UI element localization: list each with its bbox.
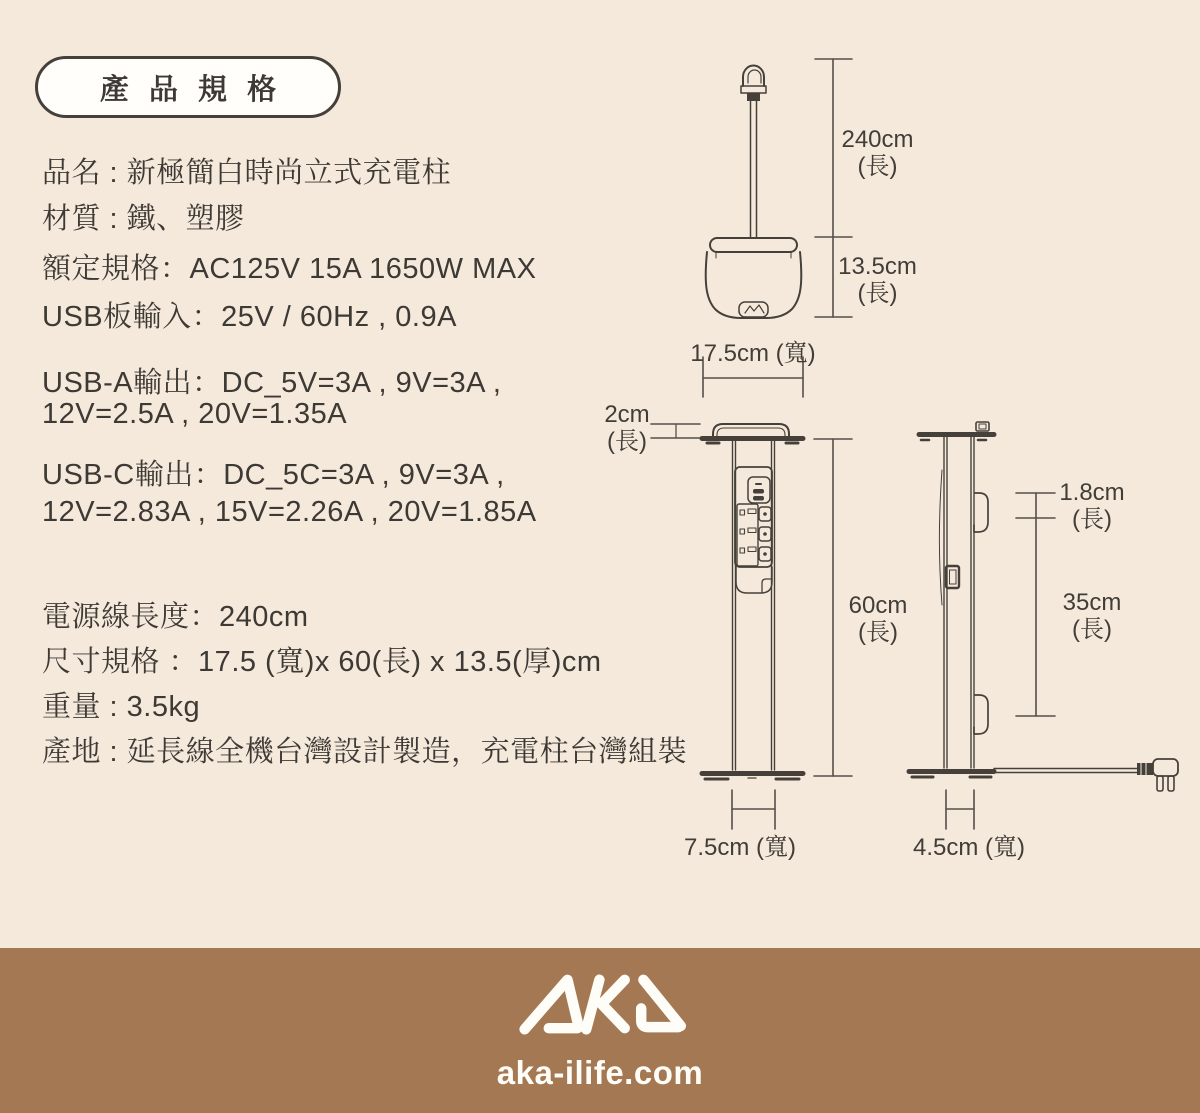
dim-label-top-width: 17.5cm (寬) (690, 340, 816, 367)
page-title: 產 品 規 格 (99, 73, 283, 106)
dim-label-hook-length: 1.8cm (長) (1059, 479, 1125, 533)
spec-line-usba-2: 12V=2.5A , 20V=1.35A (42, 398, 348, 430)
website-url: aka-ilife.com (496, 1054, 704, 1091)
dim-label-cable-length: 240cm (長) (841, 126, 914, 180)
dim-label-cap-length: 2cm (長) (604, 401, 650, 455)
spec-line-weight: 重量 : 3.5kg (42, 691, 201, 723)
dim-label-front-base-width: 7.5cm (寬) (683, 834, 796, 861)
footer-band (0, 948, 1200, 1113)
plug-cable-drawing (706, 66, 802, 319)
spec-line-origin: 產地 : 延長線全機台灣設計製造，充電柱台灣組裝 (42, 736, 688, 768)
spec-line-product-name: 品名 : 新極簡白時尚立式充電柱 (42, 157, 452, 189)
spec-line-usb-input: USB板輸入：25V / 60Hz , 0.9A (42, 301, 457, 333)
dim-label-hook-gap: 35cm (長) (1062, 589, 1122, 643)
spec-line-usbc-1: USB-C輸出：DC_5C=3A , 9V=3A , (42, 459, 505, 491)
aka-logo-icon (507, 960, 694, 1048)
spec-line-rating: 額定規格：AC125V 15A 1650W MAX (42, 253, 537, 285)
spec-line-material: 材質 : 鐵、塑膠 (42, 203, 245, 235)
dim-label-base-length: 13.5cm (長) (838, 253, 917, 307)
spec-line-dimensions: 尺寸規格 ：17.5 (寬)x 60(長) x 13.5(厚)cm (42, 646, 602, 678)
dim-label-side-base-width: 4.5cm (寬) (912, 834, 1025, 861)
front-view-drawing (651, 357, 852, 829)
spec-line-cord-length: 電源線長度：240cm (42, 601, 309, 633)
dim-label-pillar-height: 60cm (長) (848, 592, 908, 646)
spec-line-usbc-2: 12V=2.83A , 15V=2.26A , 20V=1.85A (42, 496, 537, 528)
spec-line-usba-1: USB-A輸出：DC_5V=3A , 9V=3A , (42, 367, 502, 399)
